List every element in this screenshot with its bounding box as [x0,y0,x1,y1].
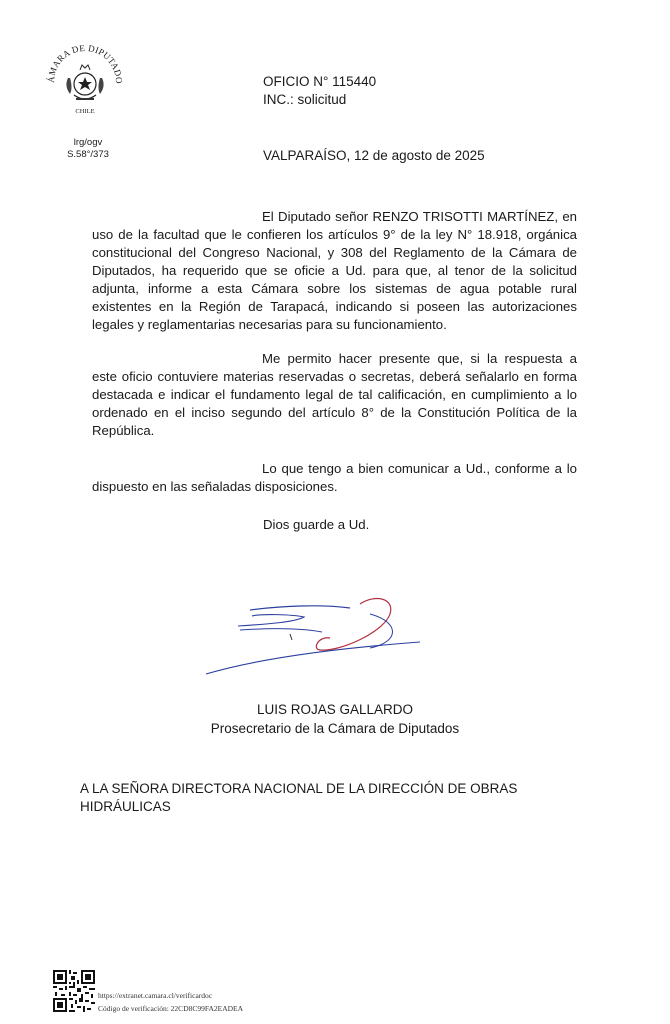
signature-graphic [200,592,430,682]
paragraph-3: Lo que tengo a bien comunicar a Ud., conforme a lo dispuesto en las señaladas disposiciones. [92,461,577,494]
signatory-title: Prosecretario de la Cámara de Diputados [210,721,460,736]
addressee-line-2: HIDRÁULICAS [80,799,171,814]
paragraph-1: El Diputado señor RENZO TRISOTTI MARTÍNEZ, en uso de la facultad que le confieren los artículos 9° de la ley N° 18.918, orgánica constitucional del Congreso Nacional, y 308 del Reglamento de la Cámara de Diputados, ha requerido que se oficie a Ud. para que, al tenor de la solicitud adjunta, informe a esta Cámara sobre los sistemas de agua potable rural existentes en la Región de Tarapacá, indicando si poseen las autorizaciones legales y reglamentarias necesarias para su funcionamiento. [92,209,577,332]
paragraph-2: Me permito hacer presente que, si la respuesta a este oficio contuviere materias reservadas o secretas, deberá señalarlo en forma destacada e indicar el fundamento legal de tal calificación, en cumplimiento a lo ordenado en el inciso segundo del artículo 8° de la Constitución Política de la República. [92,351,577,438]
svg-text:CÁMARA DE DIPUTADOS [40,38,124,84]
session-ref: S.58°/373 [67,149,109,160]
seal-bottom-text: CHILE [75,108,95,115]
place-date: VALPARAÍSO, 12 de agosto de 2025 [263,148,485,163]
addressee-line-1: A LA SEÑORA DIRECTORA NACIONAL DE LA DIRECCIÓN DE OBRAS [80,781,518,796]
verification-code: Código de verificación: 22CD8C99FA2EADEA [98,1004,244,1013]
qr-code-icon [53,970,95,1012]
chamber-seal [40,38,130,118]
signatory-name: LUIS ROJAS GALLARDO [256,702,414,717]
closing-greeting: Dios guarde a Ud. [263,517,370,532]
inc-label: INC.: solicitud [263,92,347,107]
initials-ref: lrg/ogv [73,137,103,148]
seal-emblem-icon [40,38,130,118]
verification-url[interactable]: https://extranet.camara.cl/verificardoc [98,991,213,1000]
seal-arc-text: ÁMARA DE DIPUTADO [45,42,125,85]
oficio-number: OFICIO N° 115440 [263,74,377,89]
